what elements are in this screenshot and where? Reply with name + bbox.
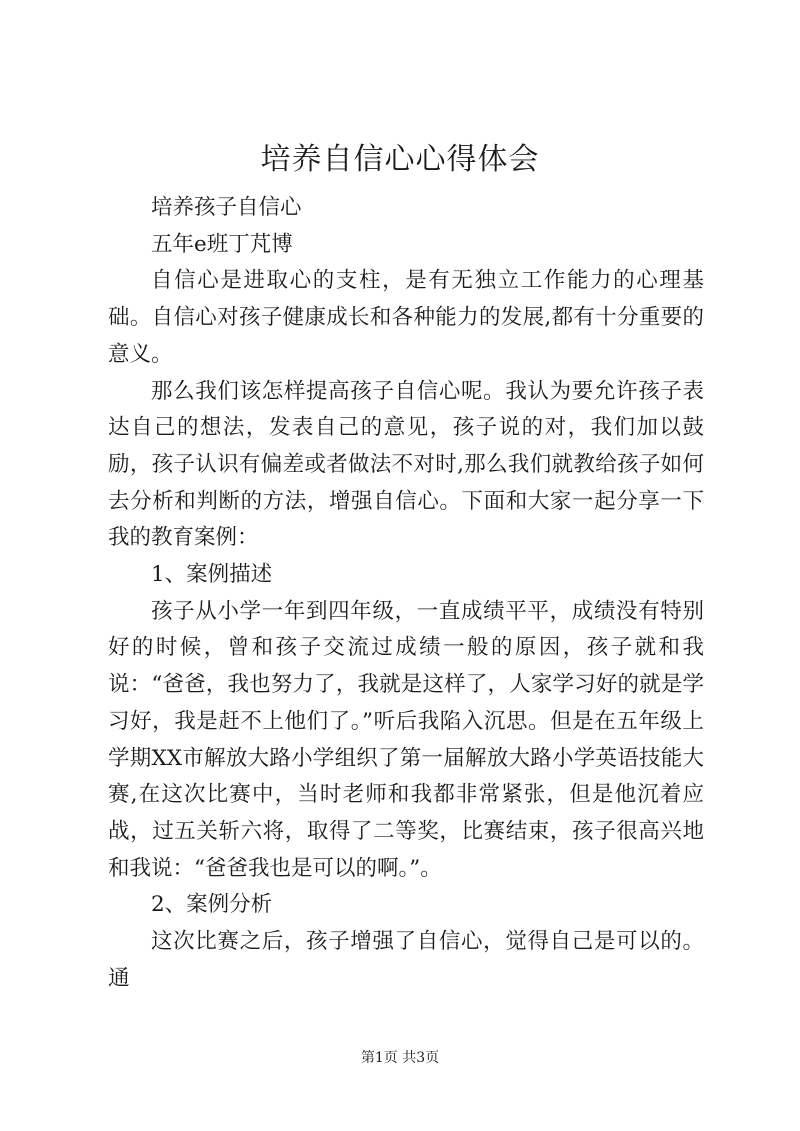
document-title: 培养自信心心得体会 (260, 142, 540, 177)
paragraph-case-analysis: 这次比赛之后，孩子增强了自信心，觉得自己是可以的。通 (108, 929, 704, 991)
paragraph-intro: 自信心是进取心的支柱，是有无独立工作能力的心理基础。自信心对孩子健康成长和各种能力的发展,都有十分重要的意义。 (108, 268, 704, 367)
paragraph-approach: 那么我们该怎样提高孩子自信心呢。我认为要允许孩子表达自己的想法，发表自己的意见，孩子说的对，我们加以鼓励，孩子认识有偏差或者做法不对时,那么我们就教给孩子如何去分析和判断的方法，增强自信心。下面和大家一起分享一下我的教育案例： (108, 378, 704, 551)
page-number-footer: 第1页 共3页 (360, 1050, 440, 1066)
paragraph-author: 五年e班丁芃博 (151, 231, 293, 257)
section-heading-case-description: 1、案例描述 (151, 562, 273, 588)
section-heading-case-analysis: 2、案例分析 (151, 892, 273, 918)
paragraph-case-description: 孩子从小学一年到四年级，一直成绩平平，成绩没有特别好的时候，曾和孩子交流过成绩一般的原因，孩子就和我说：“爸爸，我也努力了，我就是这样了，人家学习好的就是学习好，我是赶不上他们了。”听后我陷入沉思。但是在五年级上学期XX市解放大路小学组织了第一届解放大路小学英语技能大赛,在这次比赛中，当时老师和我都非常紧张，但是他沉着应战，过五关斩六将，取得了二等奖，比赛结束，孩子很高兴地和我说：“爸爸我也是可以的啊。”。 (108, 598, 704, 881)
document-body (108, 190, 704, 997)
paragraph-subtitle: 培养孩子自信心 (151, 195, 302, 220)
